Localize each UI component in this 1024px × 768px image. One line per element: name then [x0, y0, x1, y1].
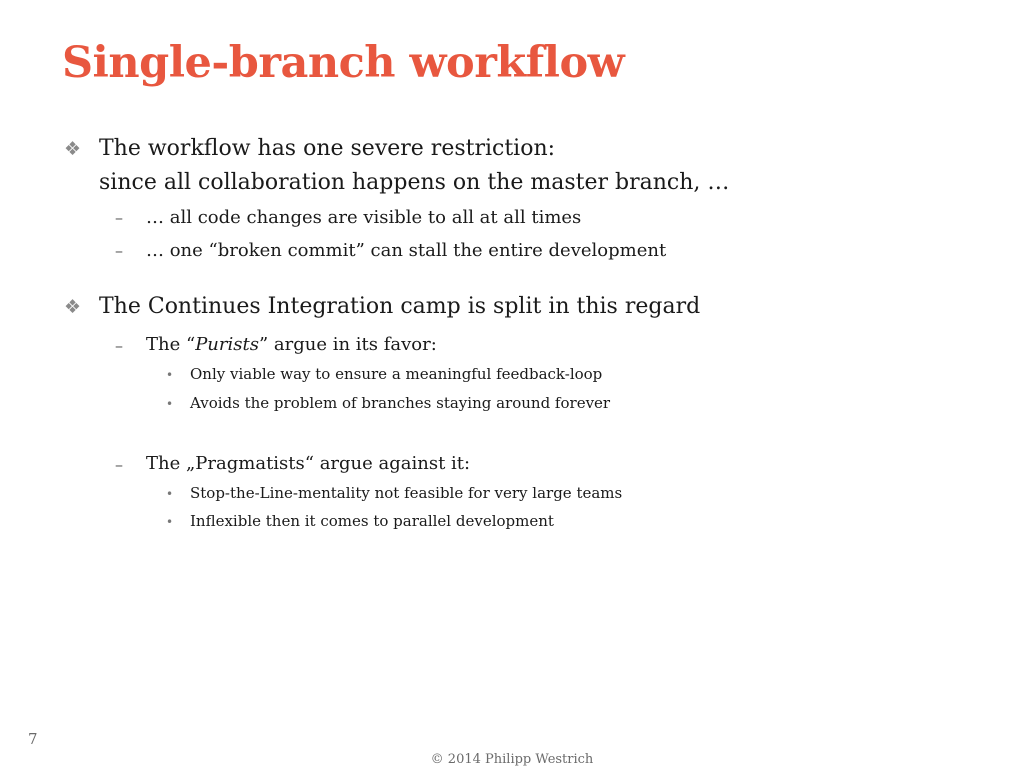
dot-bullet: •: [166, 397, 174, 411]
pragmatists-item-1: Stop-the-Line-mentality not feasible for very large teams: [190, 484, 623, 502]
diamond-bullet-icon: ❖: [64, 138, 82, 160]
slide-title: Single-branch workflow: [62, 38, 625, 88]
dash-bullet: –: [115, 336, 123, 355]
purists-item-1: Only viable way to ensure a meaningful feedback-loop: [190, 365, 603, 383]
pragmatists-line: The „Pragmatists“ argue against it:: [146, 453, 471, 474]
purists-line: [146, 334, 437, 355]
purists-emph: Purists: [195, 334, 259, 355]
slide-footer: © 2014 Philipp Westrich: [430, 752, 594, 767]
diamond-bullet-icon: ❖: [64, 296, 82, 318]
pragmatists-item-2: Inflexible then it comes to parallel development: [190, 512, 554, 530]
point1-sub-2: … one “broken commit” can stall the entire development: [146, 240, 667, 261]
slide-number: 7: [28, 730, 38, 748]
dot-bullet: •: [166, 515, 174, 529]
point1-line1: The workflow has one severe restriction:: [99, 136, 556, 161]
dot-bullet: •: [166, 487, 174, 501]
dash-bullet: –: [115, 208, 123, 227]
purists-item-2: Avoids the problem of branches staying around forever: [190, 394, 611, 412]
purists-prefix: The “: [146, 334, 196, 355]
dash-bullet: –: [115, 241, 123, 260]
dash-bullet: –: [115, 455, 123, 474]
point1-line2: since all collaboration happens on the master branch, …: [99, 170, 730, 195]
point1-sub-1: … all code changes are visible to all at all times: [146, 207, 582, 228]
purists-suffix: ” argue in its favor:: [258, 334, 437, 355]
dot-bullet: •: [166, 368, 174, 382]
point2-text: The Continues Integration camp is split in this regard: [99, 294, 701, 319]
